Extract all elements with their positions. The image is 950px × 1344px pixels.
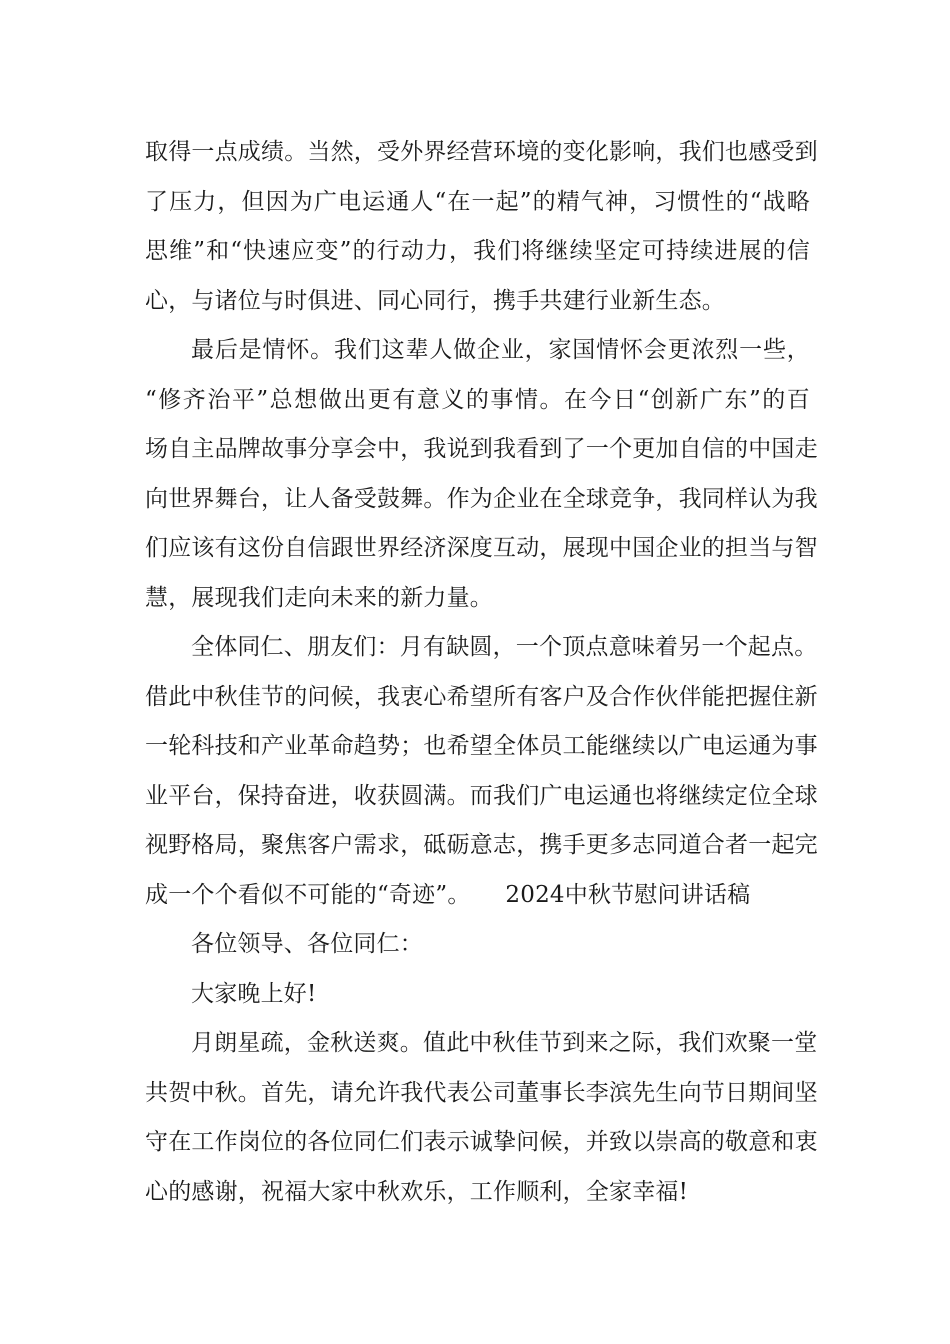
text-line: 场自主品牌故事分享会中，我说到我看到了一个更加自信的中国走 <box>145 436 818 462</box>
text-line-with-title: 成一个个看似不可能的“奇迹”。 2024中秋节慰问讲话稿 <box>145 882 751 908</box>
text-line: 一轮科技和产业革命趋势；也希望全体员工能继续以广电运通为事 <box>145 733 818 759</box>
text-line: 们应该有这份自信跟世界经济深度互动，展现中国企业的担当与智 <box>145 535 818 561</box>
text-line: 向世界舞台，让人备受鼓舞。作为企业在全球竞争，我同样认为我 <box>145 486 818 512</box>
text-line: 视野格局，聚焦客户需求，砥砺意志，携手更多志同道合者一起完 <box>145 832 818 858</box>
text-line: 业平台，保持奋进，收获圆满。而我们广电运通也将继续定位全球 <box>145 783 818 809</box>
text-line: 思维”和“快速应变”的行动力，我们将继续坚定可持续进展的信 <box>145 238 810 264</box>
text-line: 了压力，但因为广电运通人“在一起”的精气神，习惯性的“战略 <box>145 189 810 215</box>
text-line: 借此中秋佳节的问候，我衷心希望所有客户及合作伙伴能把握住新 <box>145 684 818 710</box>
text-line: 慧，展现我们走向未来的新力量。 <box>145 585 493 611</box>
text-line: 守在工作岗位的各位同仁们表示诚挚问候，并致以崇高的敬意和衷 <box>145 1129 818 1155</box>
paragraph-first-line: 月朗星疏，金秋送爽。值此中秋佳节到来之际，我们欢聚一堂 <box>191 1030 818 1056</box>
paragraph-first-line: 最后是情怀。我们这辈人做企业，家国情怀会更浓烈一些， <box>191 337 810 363</box>
text-line: 心，与诸位与时俱进、同心同行，携手共建行业新生态。 <box>145 288 725 314</box>
salutation: 各位领导、各位同仁： <box>191 931 423 957</box>
text-line: 心的感谢，祝福大家中秋欢乐，工作顺利，全家幸福! <box>145 1179 689 1205</box>
greeting: 大家晚上好! <box>191 981 317 1007</box>
text-line: 共贺中秋。首先，请允许我代表公司董事长李滨先生向节日期间坚 <box>145 1080 818 1106</box>
paragraph-first-line: 全体同仁、朋友们：月有缺圆，一个顶点意味着另一个起点。 <box>191 634 818 660</box>
text-line: 取得一点成绩。当然，受外界经营环境的变化影响，我们也感受到 <box>145 139 818 165</box>
text-line: “修齐治平”总想做出更有意义的事情。在今日“创新广东”的百 <box>145 387 810 413</box>
